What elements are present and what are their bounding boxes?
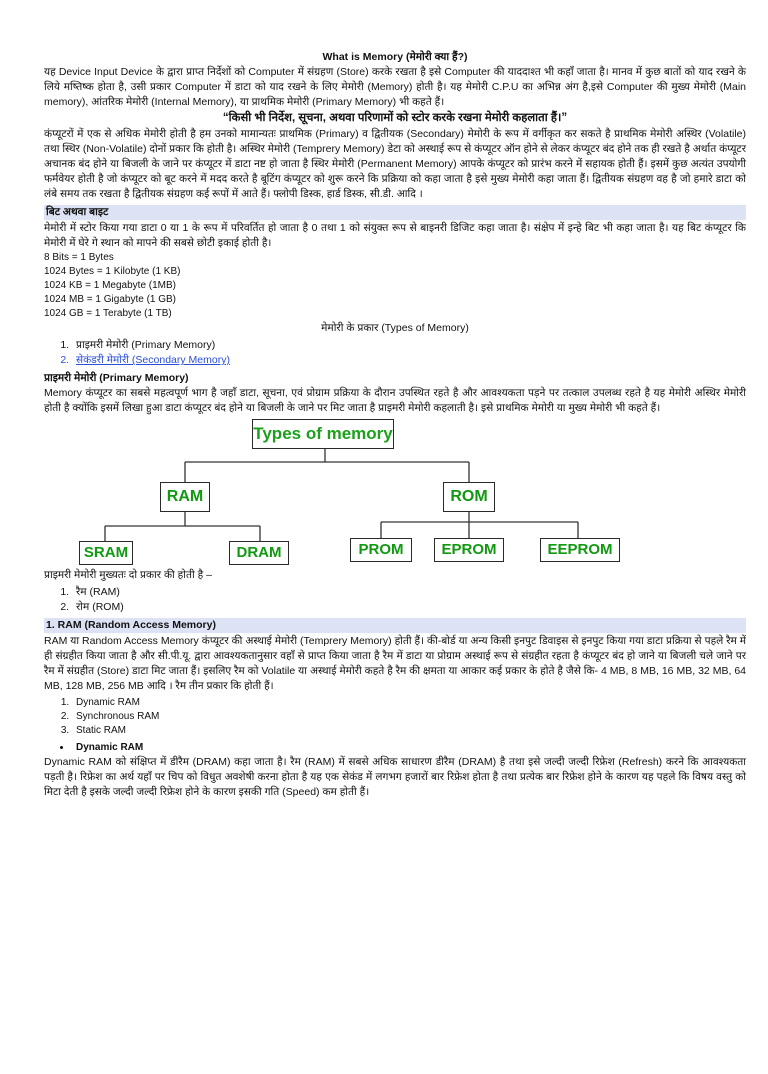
link-secondary-memory[interactable]: 2. सेकंडरी मेमोरी (Secondary Memory)	[72, 353, 746, 368]
primary-types-intro: प्राइमरी मेमोरी मुख्यतः दो प्रकार की होती है –	[44, 569, 212, 581]
memory-types-diagram	[0, 416, 768, 568]
ram-paragraph-text: कंप्यूटर की अस्थाई मेमोरी (Temprery Memory) होती हैं। की-बोर्ड या अन्य किसी इनपुट डिवाइस से इनपुट किया गया डाटा प्रक्रिया से पहले रैम में ही संग्रहीत किया जाता है और सी.पी.यू. द्वारा आवश्यकतानुसार वहाँ से प्राप्त किया जाता है रैम में डाटा या प्रोग्राम अस्थाई रूप से संग्रहीत रहता है कंप्यूटर बंद हो जाने या बिजली चले जाने पर रैम में संग्रहीत (Store) डाटा मिट जाता हैं। इसलिए रैम को Volatile या अस्थाई मेमोरी कहते है रैम की क्षमता या आकार कई प्रकार के होते है जैसे कि- 4 MB, 8 MB, 16 MB, 32 MB, 64 MB, 128 MB, 256 MB आदि । रैम तीन प्रकार कि होती हैं।	[44, 635, 747, 692]
primary-memory-paragraph: Memory कंप्यूटर का सबसे महत्वपूर्ण भाग है जहाँ डाटा, सूचना, एवं प्रोग्राम प्रक्रिया के दौरान उपस्थित रहते है और आवश्यकता पड़ने पर तत्काल उपलब्ध रहते है यह मेमोरी अस्थिर मेमोरी होती है क्योंकि इसमें लिखा हुआ डाटा कंप्यूटर बंद होने या बिजली के जाने पर मिट जाता है प्राइमरी मेमोरी कहलाती है। इसे प्राथमिक मेमोरी या मुख्य मेमोरी भी कहते हैं।	[44, 387, 746, 414]
memory-types-list	[44, 338, 746, 368]
diagram-node-eeprom: EEPROM	[540, 538, 620, 562]
diagram-node-ram: RAM	[160, 482, 210, 512]
list-item-static-ram: 3. Static RAM	[72, 724, 746, 738]
unit-line: 1024 MB = 1 Gigabyte (1 GB)	[44, 294, 177, 305]
ram-types-list	[44, 696, 746, 738]
diagram-node-dram: DRAM	[229, 541, 289, 565]
dram-heading: • Dynamic RAM	[72, 740, 746, 755]
ram-paragraph	[44, 634, 746, 694]
ram-prefix: RAM या Random Access Memory	[44, 635, 199, 647]
diagram-node-eprom: EPROM	[434, 538, 504, 562]
dram-bullet	[44, 740, 746, 755]
unit-line: 8 Bits = 1 Bytes	[44, 252, 114, 263]
definition-quote: “किसी भी निर्देश, सूचना, अथवा परिणामों को स्टोर करके रखना मेमोरी कहलाता हैं।”	[222, 112, 568, 124]
list-item-dynamic-ram: 1. Dynamic RAM	[72, 696, 746, 710]
bit-paragraph: मेमोरी में स्टोर किया गया डाटा 0 या 1 के रूप में परिवर्तित हो जाता है 0 तथा 1 को संयुक्त रूप से बाइनरी डिजिट कहा जाता है। संक्षेप में इन्हे बिट भी कहा जाता है। यह बिट कंप्यूटर कि मेमोरी में घेरे गे स्थान को मापने की सबसे छोटी इकाई होती है।	[44, 222, 746, 249]
diagram-node-types-of-memory: Types of memory	[252, 419, 394, 449]
list-item-ram: 1. रैम (RAM)	[72, 585, 746, 600]
list-item-primary-memory: 1. प्राइमरी मेमोरी (Primary Memory)	[72, 338, 746, 353]
memory-classification-paragraph: कंप्यूटरों में एक से अधिक मेमोरी होती है हम उनको मामान्यतः प्राथमिक (Primary) व द्वितीयक (Secondary) मेमोरी के रूप में वर्गीकृत कर सकते है प्राथमिक मेमोरी अस्थिर (Volatile) तथा स्थिर (Non-Volatile) दोनों प्रकार कि होती है। अस्थिर मेमोरी (Temprery Memory) डेटा को अस्थाई रूप से कंप्यूटर ऑन होने से लेकर कंप्यूटर बंद होने तक ही रखते है अर्थात कंप्यूटर अचानक बंद होने या बिजली के जाने पर कंप्यूटर में डाटा नष्ट हो जाता है स्थिर मेमोरी (Permanent Memory) आपके कंप्यूटर को प्रारंभ करने में सहायक होती हैं। इसमें कुछ अत्यंत उपयोगी फर्मवेयर होती है जो कंप्यूटर को बूट करने में मदद करते है बूटिंग कंप्यूटर को शुरू करने कि प्रक्रिया को कहा जाता है इसे मुख्य मेमोरी कहा जाता हैं। द्वितीयक संग्रहण वह है जो हमारे डाटा को लंबे समय तक रखता है द्वितीयक संग्रहण कई रूपों में आते हैं। फ्लोपी डिस्क, हार्ड डिस्क, सी.डी. आदि ।	[44, 128, 747, 200]
diagram-node-prom: PROM	[350, 538, 412, 562]
primary-memory-heading: प्राइमरी मेमोरी (Primary Memory)	[44, 372, 189, 384]
document-page	[0, 50, 768, 1074]
unit-conversion-list	[44, 251, 746, 321]
bit-byte-heading: बिट अथवा बाइट	[44, 205, 746, 220]
page-title: What is Memory (मेमोरी क्या हैं?)	[322, 51, 468, 63]
ram-heading: 1. RAM (Random Access Memory)	[44, 618, 746, 633]
unit-line: 1024 GB = 1 Terabyte (1 TB)	[44, 308, 172, 319]
unit-line: 1024 Bytes = 1 Kilobyte (1 KB)	[44, 266, 181, 277]
types-of-memory-heading: मेमोरी के प्रकार (Types of Memory)	[321, 322, 469, 334]
diagram-node-rom: ROM	[443, 482, 495, 512]
unit-line: 1024 KB = 1 Megabyte (1MB)	[44, 280, 177, 291]
list-item-rom: 2. रोम (ROM)	[72, 600, 746, 615]
intro-paragraph: यह Device Input Device के द्वारा प्राप्त निर्देशों को Computer में संग्रहण (Store) करके रखता है इसे Computer की याददाश्त भी कहाँ जाता है। मानव में कुछ बातों को याद रखने के लिये मष्तिष्क होता है, उसी प्रकार Computer में डाटा को याद रखने के लिए मेमोरी (Memory) होती है। यह मेमोरी C.P.U का अभिन्न अंग है,इसे Computer की मुख्य मेमोरी (Main memory), आंतरिक मेमोरी (Internal Memory), या प्राथमिक मेमोरी (Primary Memory) भी कहते हैं।	[44, 66, 746, 108]
primary-types-list	[44, 585, 746, 615]
dram-paragraph: Dynamic RAM को संक्षिप्त में डीरैम (DRAM) कहा जाता है। रैम (RAM) में सबसे अधिक साधारण डीरैम (DRAM) है तथा इसे जल्दी जल्दी रिफ्रेश (Refresh) करने कि आवश्यकता पड़ती है। रिफ्रेश का अर्थ यहाँ पर चिप को विधुत अवशेषी करना होता है यह एक सेकंड में लगभग हजारों बार रिफ्रेश होता है तथा प्रत्येक बार रिफ्रेश होने के कारण यह पहले कि विषय वस्तु को मिटा देती है इसके जल्दी जल्दी रिफ्रेश होने के कारण इसकी गति (Speed) कम होती हैं।	[44, 756, 746, 798]
list-item-synchronous-ram: 2. Synchronous RAM	[72, 710, 746, 724]
diagram-node-sram: SRAM	[79, 541, 133, 565]
